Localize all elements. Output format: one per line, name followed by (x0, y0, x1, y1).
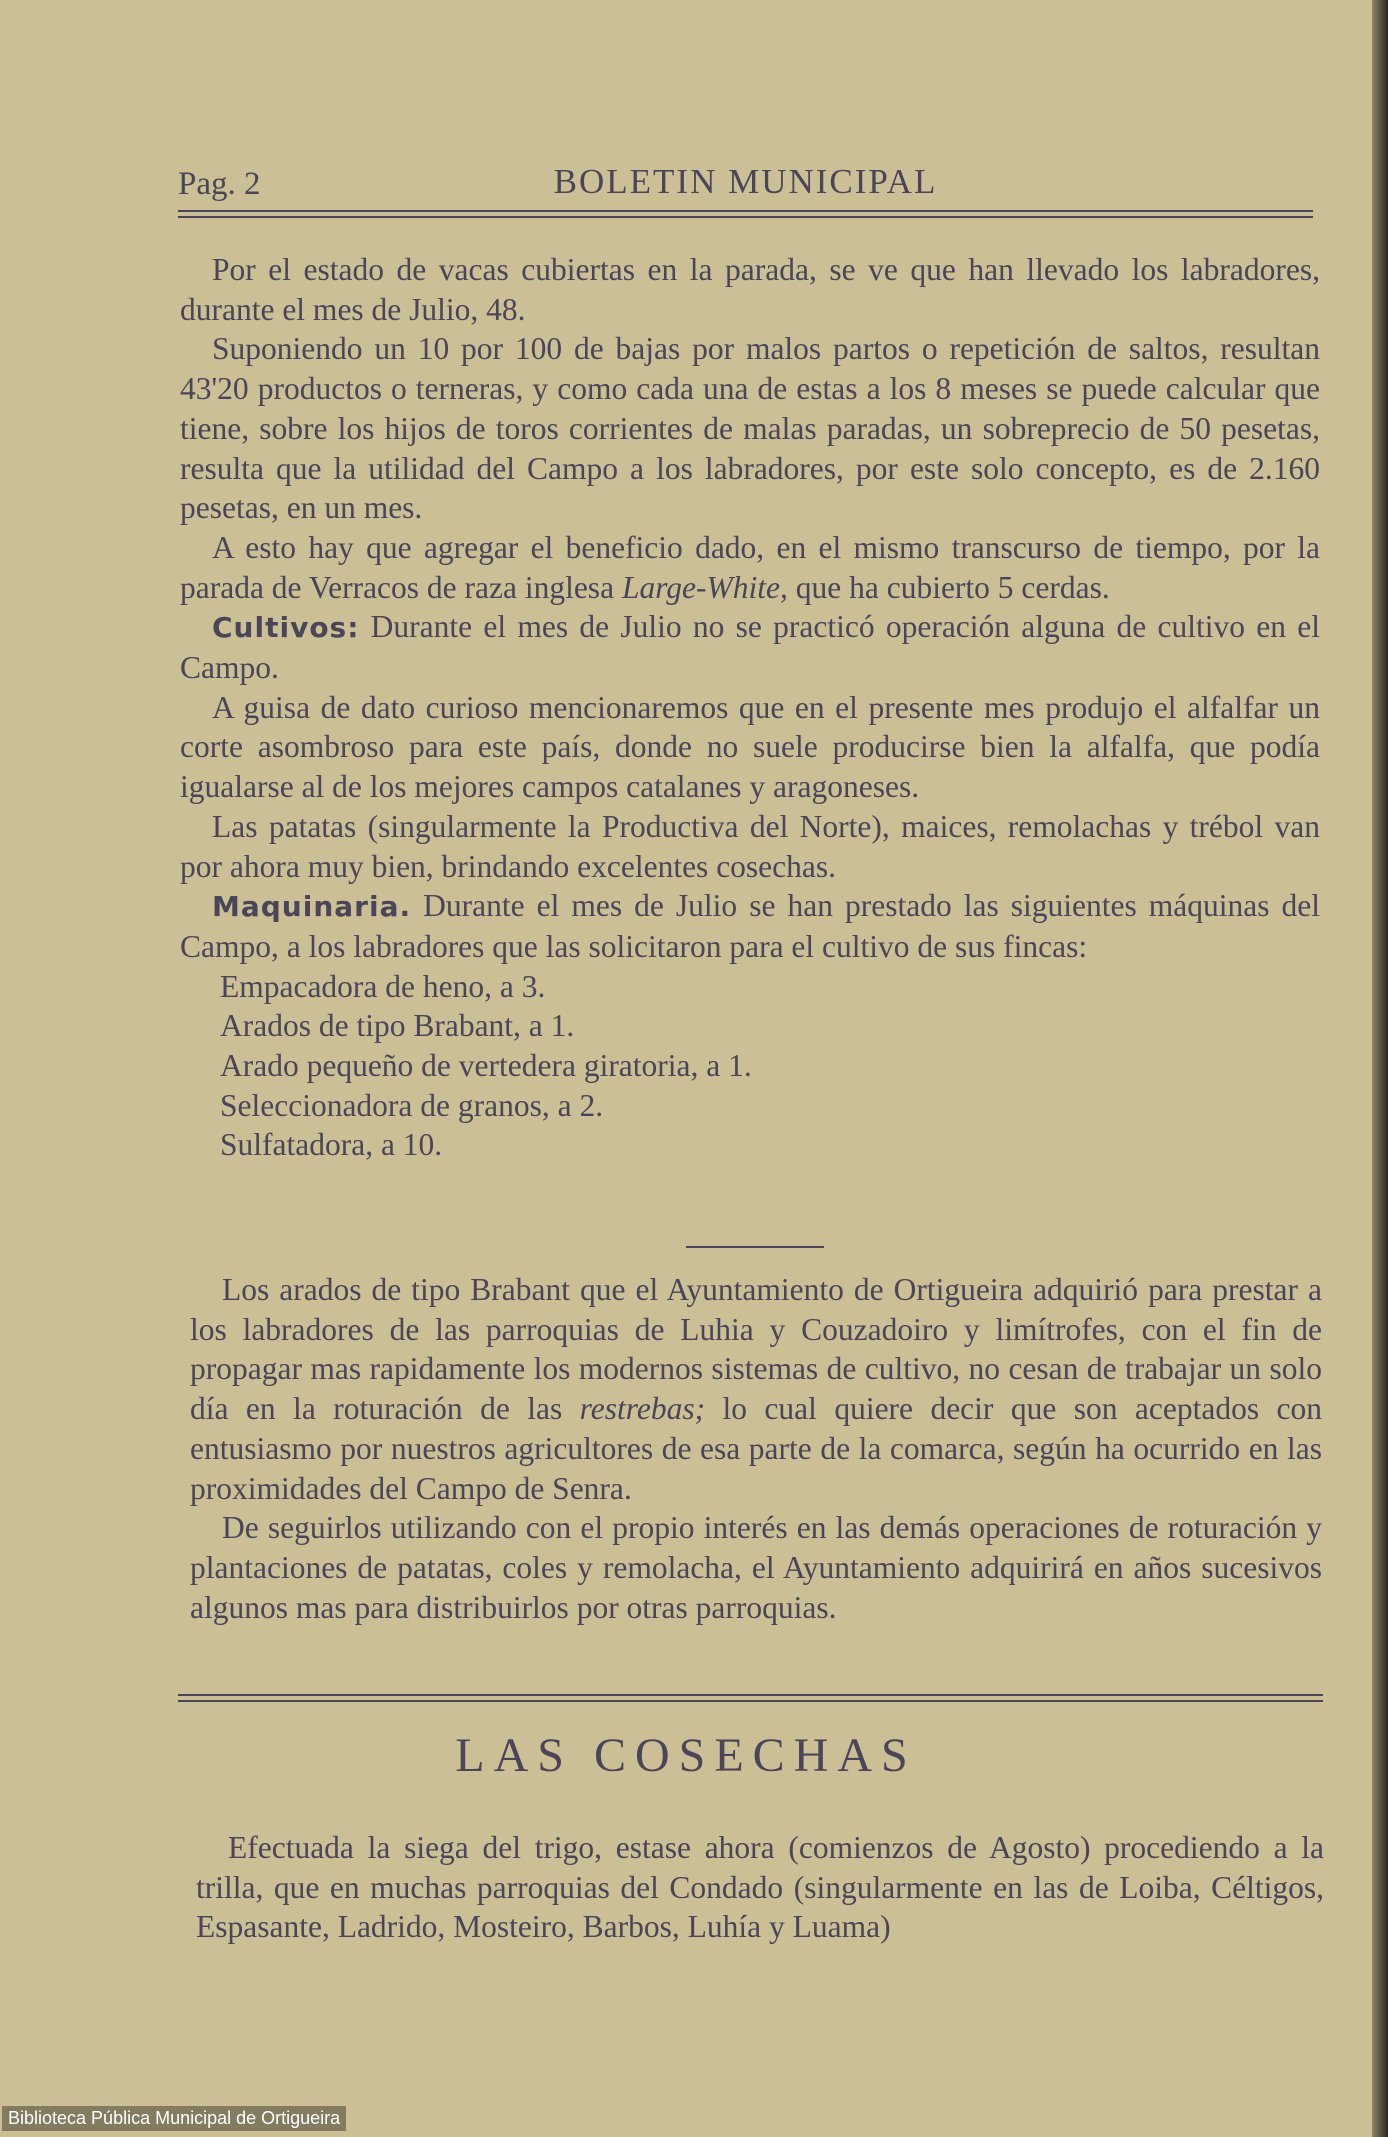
page-edge-shadow (1372, 0, 1388, 2137)
term-restrebas: restrebas; (579, 1391, 706, 1427)
paragraph: Suponiendo un 10 por 100 de bajas por malos partos o repetición de saltos, resultan 43'20 productos o terneras, y como cada una de estas a los 8 meses se puede calcular que tiene, sobre los hijos de toros corrientes de malas paradas, un sobreprecio de 50 pesetas, resulta que la utilidad del Campo a los labradores, por este solo concepto, es de 2.160 pesetas, en un mes. (180, 331, 1320, 526)
list-item: Empacadora de heno, a 3. (220, 968, 546, 1004)
publication-title: BOLETIN MUNICIPAL (553, 162, 938, 201)
section-lead-maquinaria: Maquinaria. (212, 890, 412, 924)
separator-rule (686, 1246, 824, 1248)
library-credit: Biblioteca Pública Municipal de Ortigueira (2, 2106, 346, 2131)
list-item: Arado pequeño de vertedera giratoria, a 1. (220, 1048, 752, 1084)
header-rule-top (178, 210, 1313, 212)
section-title: LAS COSECHAS (455, 1729, 917, 1782)
page-number: Pag. 2 (178, 166, 261, 202)
page-header (178, 162, 1313, 212)
paragraph: Por el estado de vacas cubiertas en la parada, se ve que han llevado los labradores, durante el mes de Julio, 48. (180, 252, 1320, 327)
section-rule-bottom (178, 1700, 1323, 1702)
machine-list (180, 967, 1320, 1166)
paragraph: Los arados de tipo Brabant que el Ayuntamiento de Ortigueira adquirió para prestar a los labradores de las parroquias de Luhia y Couzadoiro y limítrofes, con el fin de propagar mas rapidamente los modernos sistemas de cultivo, no cesan de trabajar un solo día en la roturación de las restrebas; lo cual quiere decir que son aceptados con entusiasmo por nuestros agricultores de esa parte de la comarca, según ha ocurrido en las proximidades del Campo de Senra. (190, 1272, 1323, 1506)
article-block-2 (190, 1270, 1322, 1627)
article-block-3 (196, 1828, 1324, 1947)
article-block-1 (180, 250, 1320, 1165)
paragraph: Efectuada la siega del trigo, estase ahora (comienzos de Agosto) procediendo a la trilla, que en muchas parroquias del Condado (singularmente en las de Loiba, Céltigos, Espasante, Ladrido, Mosteiro, Barbos, Luhía y Luama) (196, 1830, 1324, 1945)
paragraph: De seguirlos utilizando con el propio interés en las demás operaciones de roturación y plantaciones de patatas, coles y remolacha, el Ayuntamiento adquirirá en años sucesivos algunos mas para distribuirlos por otras parroquias. (190, 1510, 1322, 1625)
paragraph: Las patatas (singularmente la Productiva del Norte), maices, remolachas y trébol van por ahora muy bien, brindando excelentes cosechas. (180, 808, 1320, 884)
list-item: Sulfatadora, a 10. (220, 1127, 443, 1163)
paragraph-cultivos: Cultivos: Durante el mes de Julio no se practicó operación alguna de cultivo en el Campo. (180, 609, 1320, 686)
paragraph: A esto hay que agregar el beneficio dado, en el mismo transcurso de tiempo, por la parada de Verracos de raza inglesa Large-White, que ha cubierto 5 cerdas. (180, 529, 1320, 605)
paragraph: A guisa de dato curioso mencionaremos que en el presente mes produjo el alfalfar un corte asombroso para este país, donde no suele producirse bien la alfalfa, que podía igualarse al de los mejores campos catalanes y aragoneses. (180, 689, 1320, 805)
list-item: Seleccionadora de granos, a 2. (220, 1087, 604, 1123)
paragraph-maquinaria: Maquinaria. Durante el mes de Julio se han prestado las siguientes máquinas del Campo, a los labradores que las solicitaron para el cultivo de sus fincas: (180, 888, 1320, 964)
list-item: Arados de tipo Brabant, a 1. (220, 1008, 575, 1044)
section-lead-cultivos: Cultivos: (212, 611, 360, 645)
breed-name: Large-White, (621, 569, 788, 605)
header-rule-bottom (178, 216, 1313, 218)
section-rule-top (178, 1694, 1323, 1696)
